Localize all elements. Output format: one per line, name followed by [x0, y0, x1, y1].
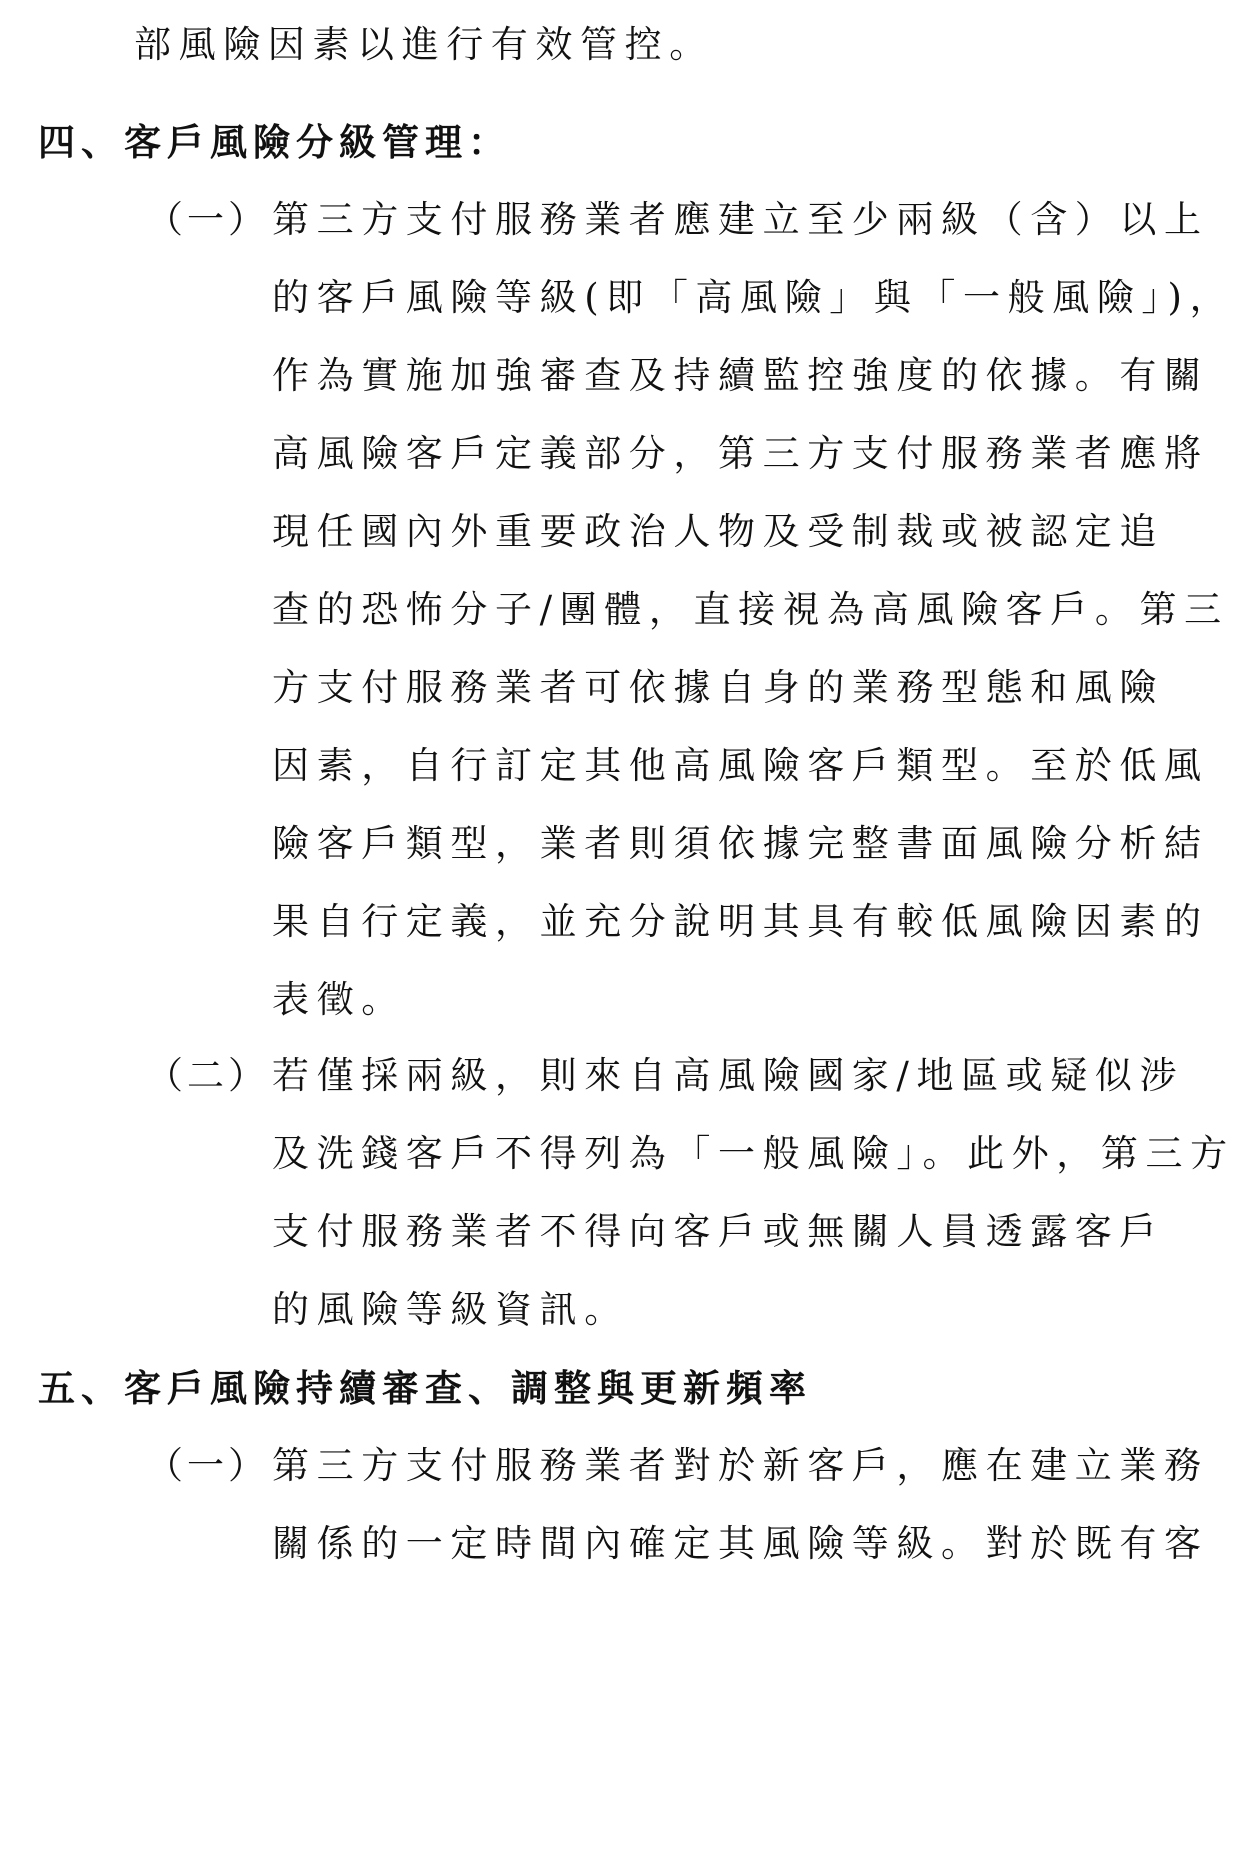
paragraph-line: 的風險等級資訊。 [272, 1288, 629, 1331]
paragraph-line: 第三方支付服務業者應建立至少兩級（含）以上 [272, 198, 1209, 241]
section-4-heading: 四、客戶風險分級管理： [38, 120, 511, 164]
paragraph-line: 的客戶風險等級(即「高風險」與「一般風險」)， [272, 276, 1235, 319]
paragraph-line: 果自行定義，並充分說明其具有較低風險因素的 [272, 900, 1209, 943]
section-5-heading: 五、客戶風險持續審查、調整與更新頻率 [38, 1366, 812, 1410]
paragraph-line: 高風險客戶定義部分，第三方支付服務業者應將 [272, 432, 1209, 475]
paragraph-line: 表徵。 [272, 978, 406, 1021]
item-marker: （一） [146, 1444, 269, 1487]
paragraph-line: 現任國內外重要政治人物及受制裁或被認定追 [272, 510, 1164, 553]
item-marker: （一） [146, 198, 269, 241]
paragraph-line: 查的恐怖分子/團體，直接視為高風險客戶。第三 [272, 588, 1229, 631]
paragraph-line: 支付服務業者不得向客戶或無關人員透露客戶 [272, 1210, 1164, 1253]
paragraph-line: 第三方支付服務業者對於新客戶，應在建立業務 [272, 1444, 1209, 1487]
paragraph-line: 作為實施加強審查及持續監控強度的依據。有關 [272, 354, 1209, 397]
paragraph-line: 方支付服務業者可依據自身的業務型態和風險 [272, 666, 1164, 709]
paragraph-line: 關係的一定時間內確定其風險等級。對於既有客 [272, 1522, 1209, 1565]
paragraph-line: 及洗錢客戶不得列為「一般風險」。此外，第三方 [272, 1132, 1235, 1175]
intro-paragraph-line: 部風險因素以進行有效管控。 [134, 23, 714, 66]
paragraph-line: 若僅採兩級，則來自高風險國家/地區或疑似涉 [272, 1054, 1185, 1097]
item-marker: （二） [146, 1054, 269, 1097]
paragraph-line: 因素，自行訂定其他高風險客戶類型。至於低風 [272, 744, 1209, 787]
paragraph-line: 險客戶類型，業者則須依據完整書面風險分析結 [272, 822, 1209, 865]
